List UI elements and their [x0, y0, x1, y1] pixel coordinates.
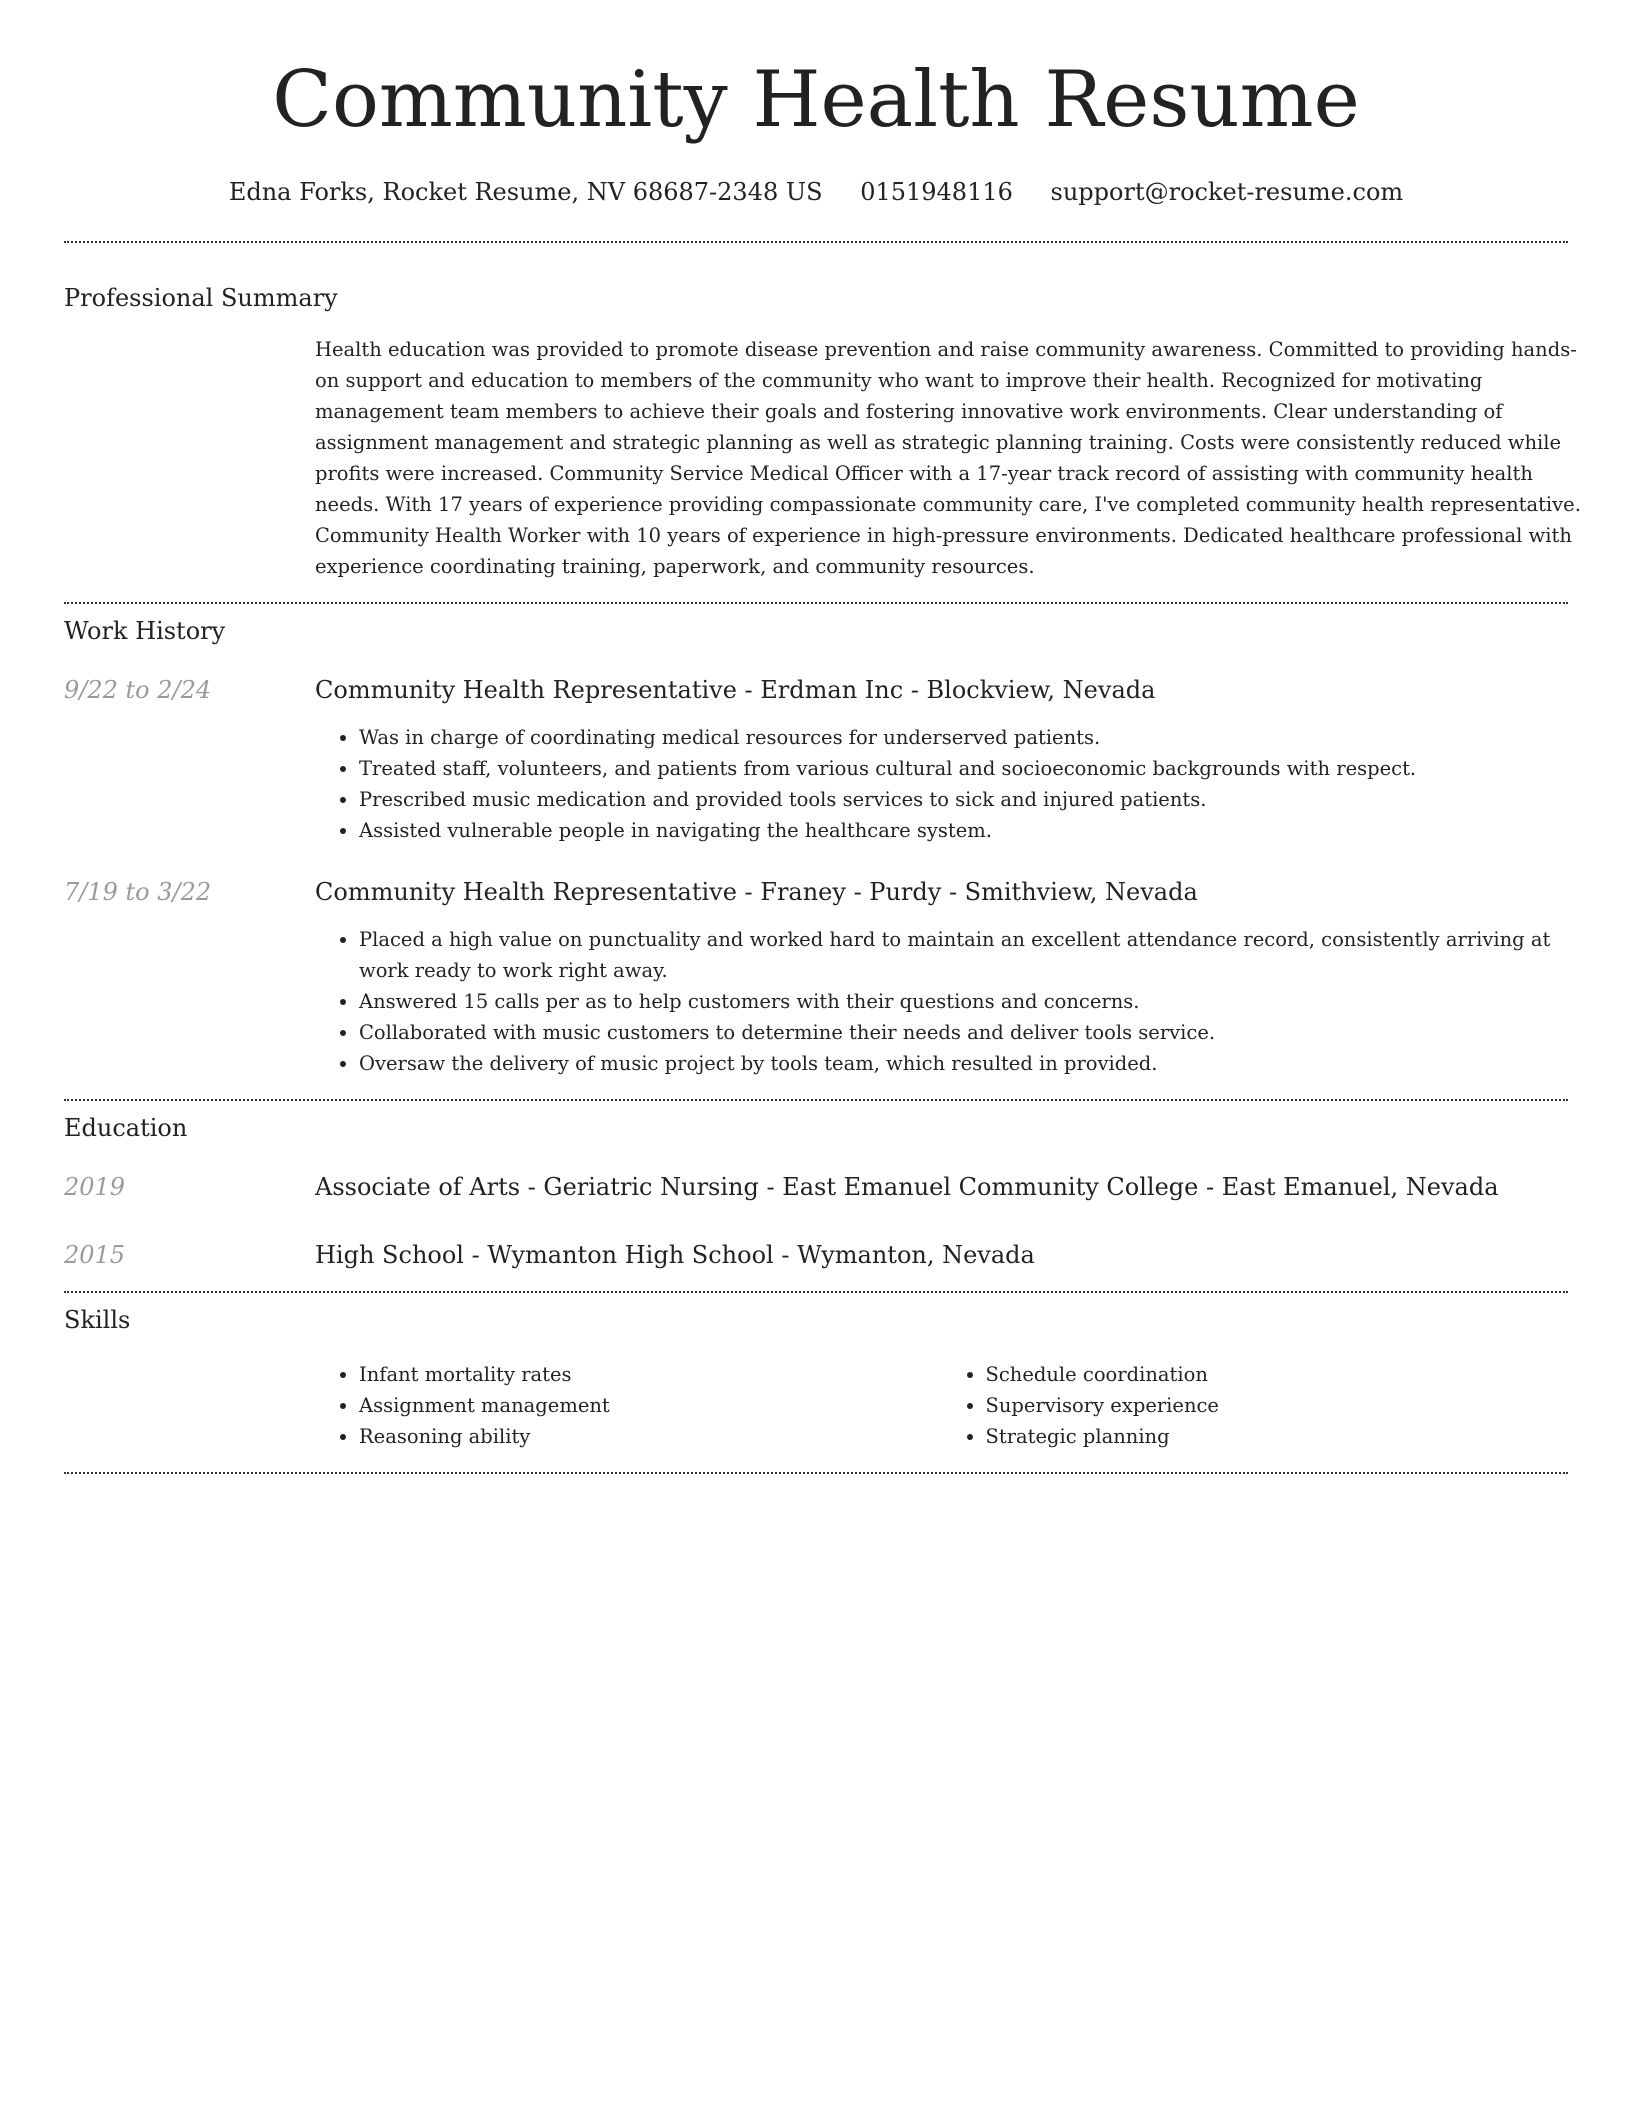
- education-entry: [64, 1239, 1568, 1271]
- list-item: • Prescribed music medication and provided tools services to sick and injured patients.: [359, 784, 1568, 815]
- divider: [64, 1099, 1568, 1101]
- job-entry: [64, 876, 1568, 1079]
- job-heading: [315, 876, 1568, 908]
- skill-item: • Infant mortality rates: [359, 1359, 942, 1390]
- summary-spacer: [64, 334, 315, 582]
- resume-page: [64, 0, 1581, 1474]
- skills-grid: [315, 1359, 1568, 1452]
- list-item: • Assisted vulnerable people in navigating the healthcare system.: [359, 815, 1568, 846]
- list-item: • Treated staff, volunteers, and patients from various cultural and socioeconomic backgrounds with respect.: [359, 753, 1568, 784]
- job-employer: - Franey - Purdy - Smithview, Nevada: [736, 878, 1198, 906]
- work-heading: Work History: [64, 617, 226, 645]
- skill-item: • Strategic planning: [986, 1421, 1569, 1452]
- work-section: [64, 615, 1568, 1079]
- skill-item: • Reasoning ability: [359, 1421, 942, 1452]
- skill-item: • Assignment management: [359, 1390, 942, 1421]
- contact-phone: 0151948116: [860, 178, 1013, 206]
- divider: [64, 602, 1568, 604]
- list-item: • Answered 15 calls per as to help customers with their questions and concerns.: [359, 986, 1568, 1017]
- skill-item: • Schedule coordination: [986, 1359, 1569, 1390]
- skills-spacer: [64, 1359, 315, 1452]
- job-title: Community Health Representative: [315, 878, 737, 906]
- list-item: • Oversaw the delivery of music project by tools team, which resulted in provided.: [359, 1048, 1568, 1079]
- education-school: - Wymanton High School - Wymanton, Nevada: [463, 1241, 1035, 1269]
- summary-heading: Professional Summary: [64, 284, 338, 312]
- summary-text: Health education was provided to promote disease prevention and raise community awareness. Committed to providing hands-on support and education to members of the community who want to improve their health. Recognized for motivating management team members to achieve their goals and fostering innovative work environments. Clear understanding of assignment management and strategic planning as well as strategic planning training. Costs were consistently reduced while profits were increased. Community Service Medical Officer with a 17-year track record of assisting with community health needs. With 17 years of experience providing compassionate community care, I've completed community health representative. Community Health Worker with 10 years of experience in high-pressure environments. Dedicated healthcare professional with experience coordinating training, paperwork, and community resources.: [315, 338, 1581, 578]
- summary-section: [64, 282, 1581, 582]
- job-employer: - Erdman Inc - Blockview, Nevada: [736, 676, 1156, 704]
- job-heading: [315, 674, 1568, 706]
- list-item: • Was in charge of coordinating medical resources for underserved patients.: [359, 722, 1568, 753]
- list-item: • Collaborated with music customers to determine their needs and deliver tools service.: [359, 1017, 1568, 1048]
- education-year: 2019: [64, 1173, 126, 1201]
- skill-item: • Supervisory experience: [986, 1390, 1569, 1421]
- resume-title: Community Health Resume: [272, 55, 1360, 145]
- education-degree: Associate of Arts - Geriatric Nursing: [315, 1173, 759, 1201]
- skills-heading: Skills: [64, 1306, 131, 1334]
- skills-list-left: [315, 1359, 942, 1452]
- divider: [64, 1472, 1568, 1474]
- job-bullets: [315, 722, 1568, 846]
- job-dates: 7/19 to 3/22: [64, 878, 212, 906]
- skills-section: [64, 1304, 1568, 1452]
- divider: [64, 1291, 1568, 1293]
- education-year: 2015: [64, 1241, 126, 1269]
- job-bullets: [315, 924, 1568, 1079]
- education-section: [64, 1112, 1568, 1271]
- contact-address: Edna Forks, Rocket Resume, NV 68687-2348 US: [228, 178, 823, 206]
- education-degree: High School: [315, 1241, 464, 1269]
- contact-line: [64, 176, 1568, 208]
- divider: [64, 241, 1568, 243]
- education-entry: [64, 1171, 1568, 1203]
- job-dates: 9/22 to 2/24: [64, 676, 212, 704]
- education-heading: Education: [64, 1114, 188, 1142]
- job-entry: [64, 674, 1568, 846]
- education-school: - East Emanuel Community College - East Emanuel, Nevada: [758, 1173, 1499, 1201]
- list-item: • Placed a high value on punctuality and worked hard to maintain an excellent attendance record, consistently arriving at work ready to work right away.: [359, 924, 1568, 986]
- job-title: Community Health Representative: [315, 676, 737, 704]
- skills-list-right: [942, 1359, 1569, 1452]
- contact-email: support@rocket-resume.com: [1050, 178, 1404, 206]
